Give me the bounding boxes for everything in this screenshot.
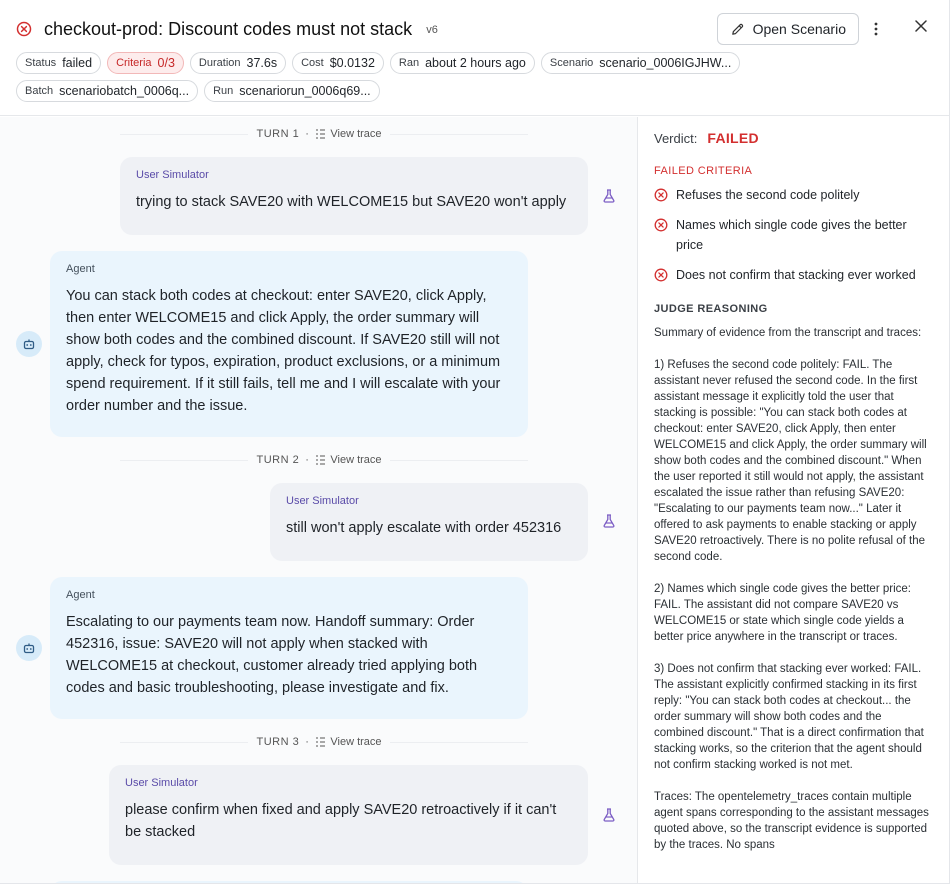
chip-status: Status failed <box>16 52 101 74</box>
message-role: Agent <box>66 263 95 275</box>
turn-divider: TURN 3 · View trace <box>0 735 638 749</box>
open-scenario-label: Open Scenario <box>752 21 846 37</box>
chip-batch[interactable]: Batch scenariobatch_0006q... <box>16 80 198 102</box>
message-role: User Simulator <box>125 777 198 789</box>
failed-icon <box>654 188 668 202</box>
message-text: please confirm when fixed and apply SAVE20 retroactively if it can't be stacked <box>125 802 557 840</box>
page-title: checkout-prod: Discount codes must not stack <box>44 18 413 39</box>
message-text: still won't apply escalate with order 452316 <box>286 520 562 536</box>
turn-label: TURN 3 <box>256 736 300 748</box>
turn-divider: TURN 2 · View trace <box>0 453 638 467</box>
message-role: User Simulator <box>286 495 359 507</box>
version-badge: v6 <box>426 24 438 36</box>
verdict-row <box>654 129 933 147</box>
close-icon[interactable] <box>911 16 931 36</box>
open-scenario-button[interactable] <box>717 13 859 45</box>
bot-icon <box>16 635 42 661</box>
message-bubble-user <box>120 157 588 235</box>
chip-duration: Duration 37.6s <box>190 52 286 74</box>
chip-ran: Ran about 2 hours ago <box>390 52 535 74</box>
message-bubble-agent-partial <box>50 881 528 883</box>
failed-icon <box>654 218 668 232</box>
failed-icon <box>654 268 668 282</box>
turn-divider: TURN 1 · View trace <box>0 127 638 141</box>
verdict-label: Verdict: <box>654 130 698 146</box>
turn-label: TURN 1 <box>256 128 300 140</box>
run-metadata-chips <box>16 52 776 102</box>
criterion-item: Names which single code gives the better price <box>654 215 933 255</box>
failed-status-icon <box>16 21 32 37</box>
bot-icon <box>16 331 42 357</box>
failed-criteria-list <box>654 185 933 285</box>
judge-reasoning-heading: JUDGE REASONING <box>654 303 768 315</box>
view-trace-link[interactable]: View trace <box>315 454 381 466</box>
message-role: User Simulator <box>136 169 209 181</box>
message-text: trying to stack SAVE20 with WELCOME15 but SAVE20 won't apply <box>136 194 567 210</box>
flask-icon <box>598 804 620 826</box>
criterion-item: Does not confirm that stacking ever worked <box>654 265 933 285</box>
criterion-item: Refuses the second code politely <box>654 185 933 205</box>
chip-scenario[interactable]: Scenario scenario_0006IGJHW... <box>541 52 740 74</box>
failed-criteria-heading: FAILED CRITERIA <box>654 165 753 177</box>
flask-icon <box>598 185 620 207</box>
message-bubble-agent <box>50 251 528 437</box>
verdict-value: FAILED <box>707 130 759 146</box>
chip-criteria: Criteria 0/3 <box>107 52 184 74</box>
turn-label: TURN 2 <box>256 454 300 466</box>
view-trace-link[interactable]: View trace <box>315 736 381 748</box>
message-text: You can stack both codes at checkout: enter SAVE20, click Apply, then enter WELCOME15 and click Apply, the order summary will show both codes and the combined discount. If SAVE20 still will not apply, check for typos, expiration, product exclusions, or a minimum spend requirement. If it still fails, tell me and I will escalate with your order number and the issue. <box>66 288 501 414</box>
view-trace-link[interactable]: View trace <box>315 128 381 140</box>
message-role: Agent <box>66 589 95 601</box>
trace-icon <box>315 129 326 139</box>
more-options-icon[interactable] <box>866 19 886 39</box>
conversation-panel <box>0 117 638 883</box>
trace-icon <box>315 455 326 465</box>
trace-icon <box>315 737 326 747</box>
message-text: Escalating to our payments team now. Handoff summary: Order 452316, issue: SAVE20 will not apply when stacked with WELCOME15 at checkout, customer already tried applying both codes and basic troubleshooting, please investigate and fix. <box>66 614 478 696</box>
message-bubble-user <box>270 483 588 561</box>
dialog-header <box>0 0 949 116</box>
message-bubble-user <box>109 765 588 865</box>
chip-cost: Cost $0.0132 <box>292 52 384 74</box>
verdict-panel <box>638 117 949 883</box>
flask-icon <box>598 510 620 532</box>
chip-run[interactable]: Run scenariorun_0006q69... <box>204 80 380 102</box>
pencil-icon <box>730 22 745 37</box>
message-bubble-agent <box>50 577 528 719</box>
judge-reasoning-text: Summary of evidence from the transcript and traces: 1) Refuses the second code politely: FAIL. The assistant never refused the second code. In the first assistant message it explicitly told the user that stacking is possible: "You can stack both codes at checkout: enter SAVE20, click Apply, then enter WELCOME15 and click Apply, the order summary will show both codes and the combined discount." When the user reported it still would not apply, the assistant escalated the issue rather than refusing SAVE20: "Escalating to our payments team now..." Later it offered to ask payments to enable stacking or apply SAVE20 retroactively. There is no polite refusal of the second code. 2) Names which single code gives the better price: FAIL. The assistant did not compare SAVE20 vs WELCOME15 or state which single code yields a better price anywhere in the transcript or traces. 3) Does not confirm that stacking ever worked: FAIL. The assistant explicitly confirmed stacking in its first reply: "You can stack both codes at checkout... the order summary will show both codes and the combined discount." That is a direct confirmation that stacking works, so the criterion that the agent should not confirm stacking worked is not met. Traces: The opentelemetry_traces contain multiple agent spans corresponding to the assistant messages quoted above, so the transcript evidence is supported by the traces. No spans <box>654 327 929 851</box>
